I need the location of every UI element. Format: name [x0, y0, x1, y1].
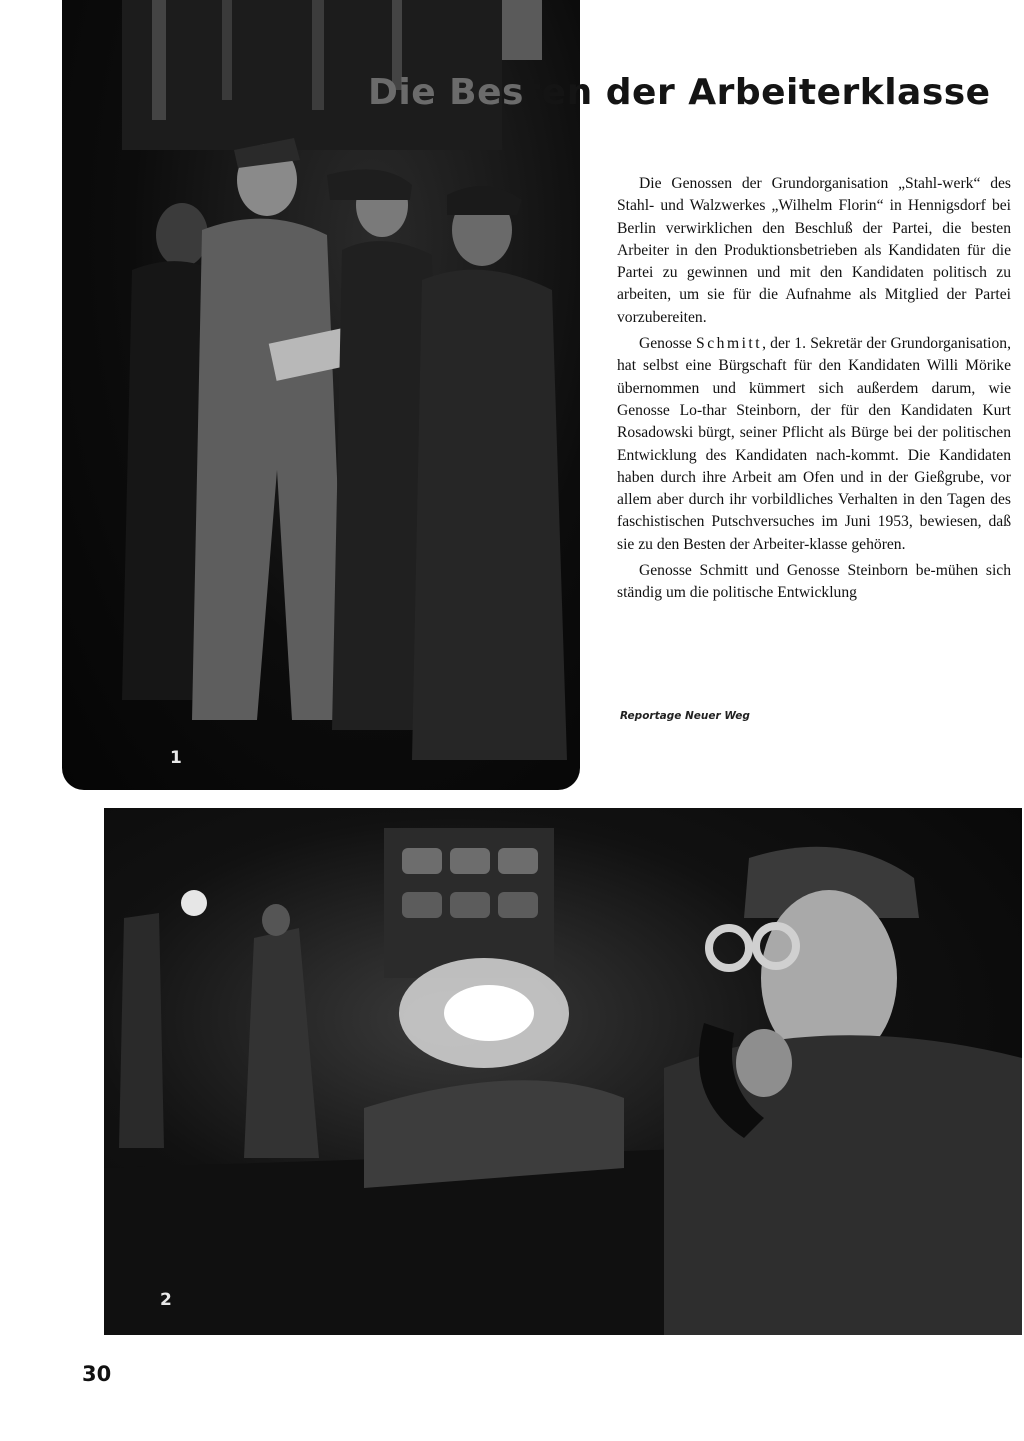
- photo-number-2: 2: [160, 1290, 172, 1310]
- article-paragraph-2-name: Schmitt: [696, 335, 763, 353]
- photo-number-1: 1: [170, 748, 182, 768]
- headline-rest: ten der Arbeiterklasse: [523, 72, 991, 113]
- photo-foundry-telephone: [104, 808, 1022, 1335]
- article-paragraph-2-lead: Genosse: [639, 335, 697, 353]
- article-paragraph-2: [617, 333, 1011, 556]
- article-paragraph-1: Die Genossen der Grundorganisation „Stahl-werk“ des Stahl- und Walzwerkes „Wilhelm Florin“ in Hennigsdorf bei Berlin verwirklichen den Beschluß der Partei, die besten Arbeiter in den Produktionsbetrieben als Kandidaten für die Partei zu gewinnen und mit den Kandidaten politisch zu arbeiten, um sie für die Aufnahme als Mitglied der Partei vorzubereiten.: [617, 175, 1011, 326]
- photo-credit: Reportage Neuer Weg: [620, 710, 750, 722]
- article-paragraph-3: Genosse Schmitt und Genosse Steinborn be-mühen sich ständig um die politische Entwicklung: [617, 562, 1011, 602]
- page-number: 30: [82, 1362, 112, 1386]
- photo-foundry-telephone-illustration: [104, 808, 1022, 1335]
- headline-prefix: Die Bes: [368, 72, 524, 113]
- photo-workers-group-illustration: [62, 0, 580, 790]
- article-body: [617, 173, 1011, 609]
- article-paragraph-2-rest: , der 1. Sekretär der Grundorganisation, hat selbst eine Bürgschaft für den Kandidaten Willi Mörike übernommen und kümmert sich außerdem darum, wie Genosse Lo-thar Steinborn, der für den Kandidaten Kurt Rosadowski bürgt, seiner Pflicht als Bürge bei der politischen Entwicklung des Kandidaten nach-kommt. Die Kandidaten haben durch ihre Arbeit am Ofen und in der Gießgrube, vor allem aber durch ihr vorbildliches Verhalten in den Tagen des faschistischen Putschversuches im Juni 1953, bewiesen, daß sie zu den Besten der Arbeiter-klasse gehören.: [617, 335, 1012, 553]
- headline: [368, 72, 991, 113]
- photo-workers-group: [62, 0, 580, 790]
